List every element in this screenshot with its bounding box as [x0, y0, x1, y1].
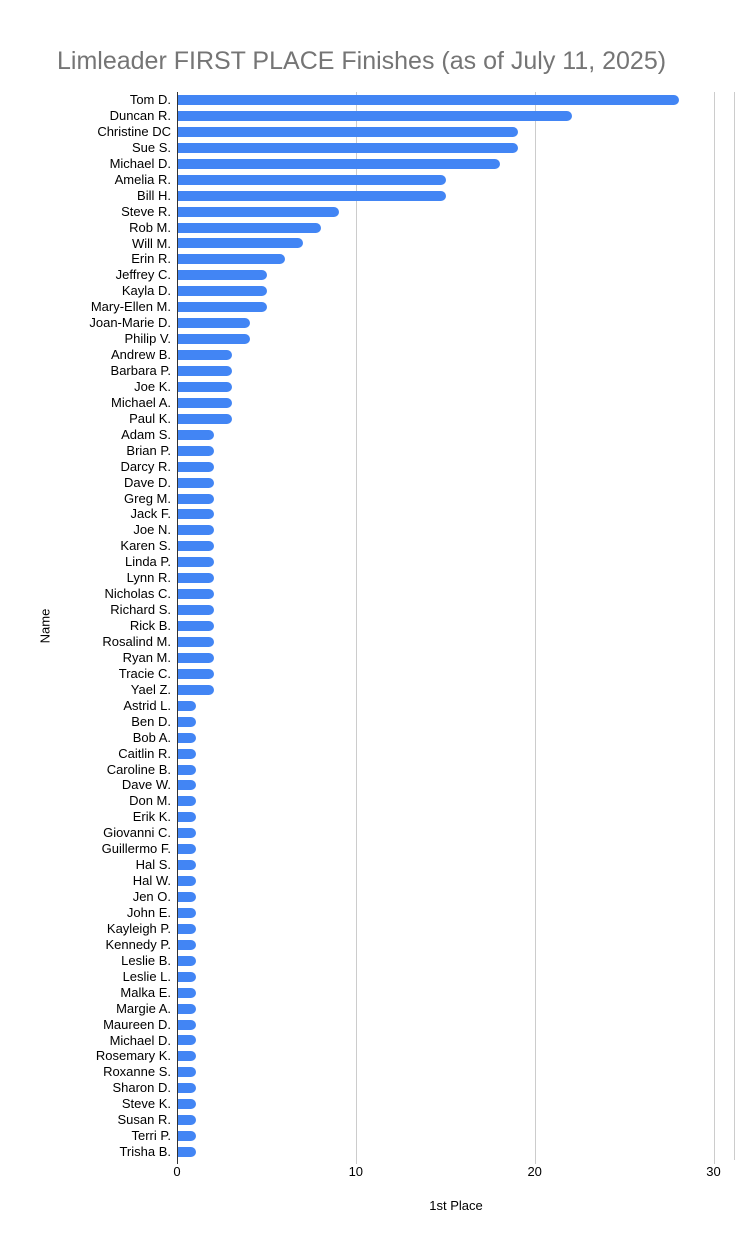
- bar: [178, 270, 267, 280]
- category-label: Tom D.: [129, 92, 171, 107]
- category-label: Michael D.: [109, 155, 171, 171]
- bar: [178, 621, 214, 631]
- bar: [178, 95, 679, 105]
- category-label: Duncan R.: [109, 107, 171, 123]
- category-label: Rosemary K.: [95, 1048, 171, 1064]
- category-label: Will M.: [132, 235, 171, 251]
- category-label: John E.: [126, 905, 171, 920]
- bar: [178, 111, 572, 121]
- bar: [178, 701, 196, 711]
- bar: [178, 637, 214, 647]
- category-label: Leslie L.: [122, 968, 171, 984]
- category-label: Kayla D.: [121, 283, 171, 299]
- category-label: Joan-Marie D.: [89, 315, 171, 331]
- category-label: Ben D.: [131, 713, 171, 729]
- category-label: Erik K.: [132, 809, 171, 825]
- bar: [178, 956, 196, 966]
- category-label: Caroline B.: [106, 761, 171, 777]
- category-label: Tracie C.: [118, 665, 171, 681]
- bar: [178, 398, 232, 408]
- category-label: Jack F.: [130, 506, 171, 522]
- bar: [178, 207, 339, 217]
- bar: [178, 605, 214, 615]
- category-label: Michael A.: [111, 394, 171, 410]
- bar: [178, 1004, 196, 1014]
- bar: [178, 1131, 196, 1141]
- category-label: Joe K.: [134, 378, 171, 394]
- bar: [178, 446, 214, 456]
- plot-right-edge: [734, 92, 735, 1160]
- bar: [178, 1020, 196, 1030]
- category-label: Andrew B.: [111, 347, 171, 362]
- bar: [178, 940, 196, 950]
- category-label: Malka E.: [120, 984, 171, 1000]
- bar: [178, 159, 500, 169]
- gridline: [714, 92, 715, 1160]
- category-label: Rosalind M.: [102, 634, 171, 649]
- bar: [178, 653, 214, 663]
- bar: [178, 382, 232, 392]
- bar: [178, 685, 214, 695]
- category-label: Richard S.: [110, 602, 171, 618]
- category-label: Yael Z.: [130, 681, 171, 697]
- category-label: Roxanne S.: [103, 1064, 171, 1080]
- category-label: Leslie B.: [121, 952, 171, 968]
- bar: [178, 286, 267, 296]
- category-label: Steve K.: [121, 1096, 171, 1112]
- bar: [178, 972, 196, 982]
- category-label: Darcy R.: [120, 458, 171, 474]
- category-label: Susan R.: [117, 1112, 171, 1128]
- x-axis-title: 1st Place: [429, 1198, 483, 1213]
- bar: [178, 478, 214, 488]
- bar: [178, 318, 250, 328]
- x-tick-label: 0: [173, 1164, 181, 1179]
- x-tick-label: 30: [706, 1164, 721, 1179]
- bar: [178, 892, 196, 902]
- bar: [178, 828, 196, 838]
- bar: [178, 812, 196, 822]
- bar: [178, 765, 196, 775]
- bar: [178, 589, 214, 599]
- category-label: Amelia R.: [114, 171, 171, 187]
- y-axis-title: Name: [37, 608, 53, 644]
- category-label: Nicholas C.: [104, 586, 171, 602]
- category-label: Kennedy P.: [105, 936, 171, 952]
- category-label: Sue S.: [131, 139, 171, 155]
- category-label: Bob A.: [132, 729, 171, 745]
- bar: [178, 557, 214, 567]
- x-tick-label: 10: [348, 1164, 364, 1179]
- category-label: Philip V.: [124, 331, 171, 347]
- category-label: Astrid L.: [123, 697, 171, 713]
- bar: [178, 1051, 196, 1061]
- category-label: Christine DC: [97, 123, 171, 139]
- category-label: Jen O.: [132, 889, 171, 904]
- bar: [178, 254, 285, 264]
- category-label: Brian P.: [126, 442, 171, 458]
- bar: [178, 334, 250, 344]
- bar: [178, 844, 196, 854]
- category-label: Margie A.: [116, 1000, 171, 1016]
- category-label: Ryan M.: [122, 649, 171, 665]
- bar: [178, 302, 267, 312]
- category-label: Greg M.: [124, 490, 171, 506]
- category-label: Terri P.: [131, 1128, 171, 1144]
- bar: [178, 669, 214, 679]
- bar: [178, 223, 321, 233]
- category-label: Michael D.: [109, 1032, 171, 1048]
- category-label: Bill H.: [137, 187, 171, 203]
- category-label: Rick B.: [129, 618, 171, 633]
- category-label: Adam S.: [121, 426, 171, 442]
- bar: [178, 924, 196, 934]
- bar: [178, 749, 196, 759]
- bar: [178, 127, 518, 137]
- category-label: Hal W.: [132, 873, 171, 889]
- x-axis: [173, 1160, 735, 1190]
- category-label: Dave W.: [121, 777, 171, 793]
- bar: [178, 860, 196, 870]
- bar: [178, 494, 214, 504]
- category-label: Barbara P.: [110, 363, 171, 378]
- category-label: Don M.: [129, 793, 171, 809]
- bar: [178, 430, 214, 440]
- bar: [178, 717, 196, 727]
- category-label: Erin R.: [131, 251, 171, 267]
- bar: [178, 1147, 196, 1157]
- bar: [178, 525, 214, 535]
- bar: [178, 1035, 196, 1045]
- chart-title: Limleader FIRST PLACE Finishes (as of July 11, 2025): [57, 47, 667, 75]
- bar: [178, 143, 518, 153]
- bar: [178, 988, 196, 998]
- bar: [178, 509, 214, 519]
- bar: [178, 876, 196, 886]
- category-label: Hal S.: [135, 857, 171, 873]
- bar: [178, 1083, 196, 1093]
- bar: [178, 175, 446, 185]
- bar: [178, 1099, 196, 1109]
- category-label: Paul K.: [129, 410, 171, 426]
- bar: [178, 780, 196, 790]
- category-label: Sharon D.: [112, 1080, 171, 1096]
- category-label: Dave D.: [124, 474, 171, 490]
- bar: [178, 908, 196, 918]
- category-label: Trisha B.: [119, 1144, 171, 1160]
- category-label: Jeffrey C.: [115, 267, 171, 283]
- plot-area: [177, 92, 735, 1160]
- category-label: Mary-Ellen M.: [90, 299, 171, 315]
- bar: [178, 573, 214, 583]
- category-label: Lynn R.: [126, 570, 171, 586]
- category-label: Karen S.: [120, 538, 171, 554]
- category-label: Caitlin R.: [118, 745, 171, 761]
- category-label: Steve R.: [121, 203, 171, 219]
- bar: [178, 414, 232, 424]
- category-label: Maureen D.: [103, 1016, 171, 1032]
- x-tick-label: 20: [527, 1164, 542, 1179]
- category-label: Kayleigh P.: [106, 920, 171, 936]
- bar: [178, 1067, 196, 1077]
- bar: [178, 733, 196, 743]
- bar: [178, 1115, 196, 1125]
- category-label: Linda P.: [124, 554, 171, 570]
- category-label: Guillermo F.: [101, 841, 171, 857]
- category-label: Joe N.: [133, 522, 171, 538]
- bar: [178, 541, 214, 551]
- gridline: [356, 92, 357, 1160]
- gridline: [535, 92, 536, 1160]
- category-label: Giovanni C.: [103, 825, 171, 841]
- category-label: Rob M.: [129, 219, 171, 235]
- bar: [178, 462, 214, 472]
- bar: [178, 191, 446, 201]
- bar: [178, 796, 196, 806]
- y-axis-labels: [0, 92, 171, 1160]
- bar: [178, 350, 232, 360]
- bar: [178, 238, 303, 248]
- bar: [178, 366, 232, 376]
